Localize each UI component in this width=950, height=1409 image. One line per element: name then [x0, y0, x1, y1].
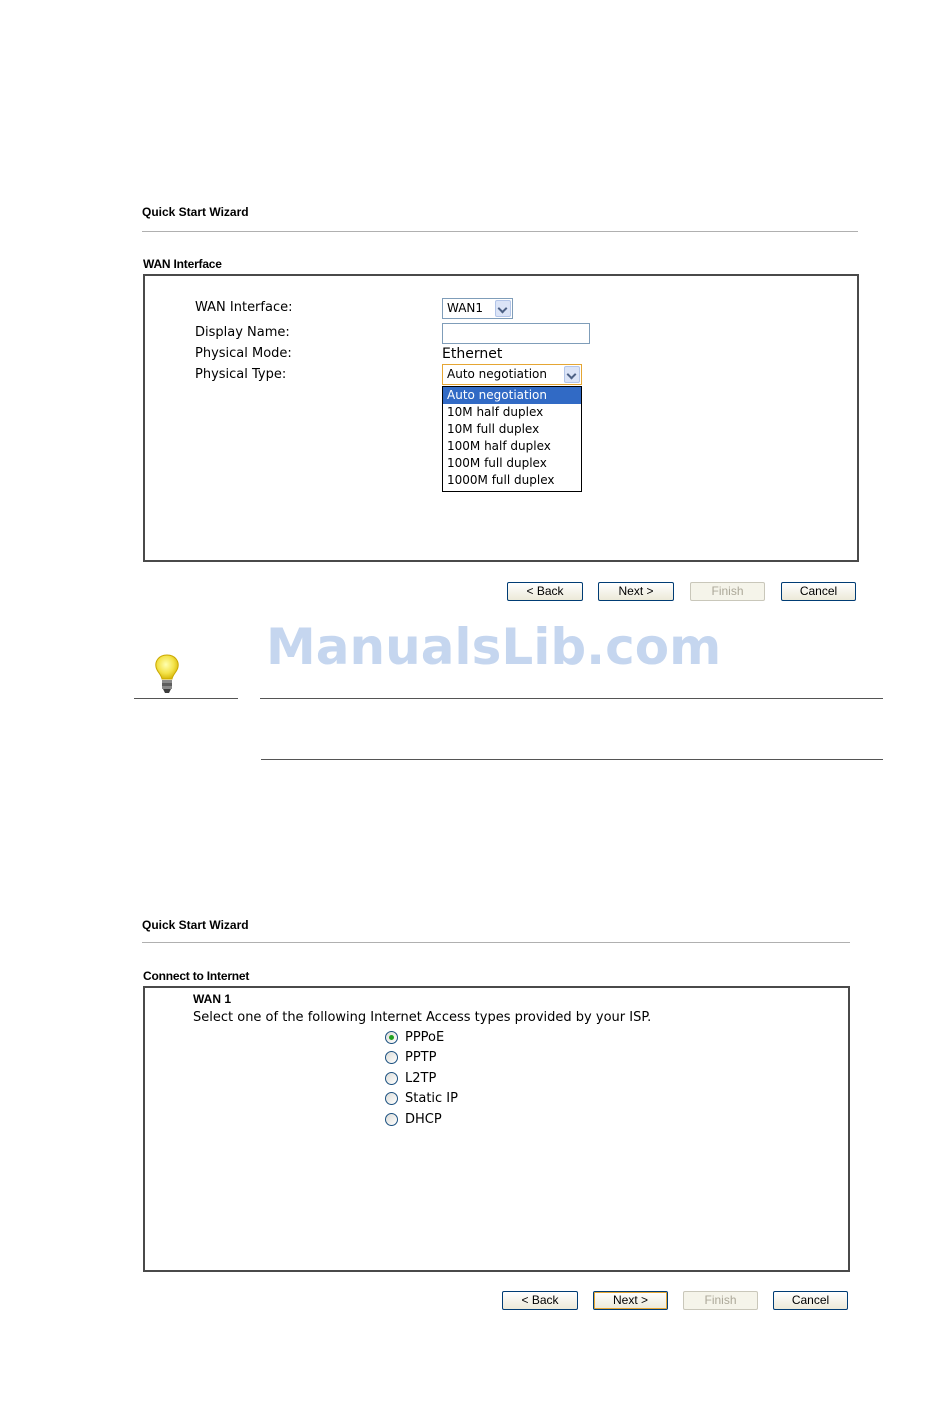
dropdown-option[interactable]: 100M half duplex: [447, 439, 551, 453]
connect-to-internet-panel: [143, 986, 850, 1272]
option-label-dhcp: DHCP: [405, 1112, 442, 1127]
option-label-static-ip: Static IP: [405, 1091, 458, 1106]
cancel-button[interactable]: Cancel: [773, 1291, 848, 1310]
next-button[interactable]: Next >: [598, 582, 674, 601]
wizard-title: Quick Start Wizard: [142, 918, 249, 932]
physical-mode-label: Physical Mode:: [195, 346, 292, 361]
wizard-title: Quick Start Wizard: [142, 205, 249, 219]
cancel-button[interactable]: Cancel: [781, 582, 856, 601]
radio-static-ip[interactable]: [385, 1092, 398, 1105]
display-name-label: Display Name:: [195, 325, 290, 340]
option-label-pppoe: PPPoE: [405, 1030, 445, 1045]
finish-button[interactable]: Finish: [683, 1291, 758, 1310]
physical-type-label: Physical Type:: [195, 367, 287, 382]
section-label-wan-interface: WAN Interface: [143, 257, 222, 271]
dropdown-option[interactable]: 10M half duplex: [447, 405, 544, 419]
wan-interface-panel: [143, 274, 859, 562]
back-button[interactable]: < Back: [507, 582, 583, 601]
physical-type-value: Auto negotiation: [447, 367, 548, 381]
back-button[interactable]: < Back: [502, 1291, 578, 1310]
wan-interface-select[interactable]: [442, 298, 513, 319]
option-label-l2tp: L2TP: [405, 1071, 437, 1086]
physical-type-select[interactable]: [442, 364, 582, 385]
section-label-connect-to-internet: Connect to Internet: [143, 969, 250, 983]
chevron-down-icon[interactable]: [564, 366, 580, 383]
chevron-down-icon[interactable]: [495, 300, 511, 317]
display-name-input[interactable]: [442, 323, 590, 344]
next-button[interactable]: Next >: [593, 1291, 668, 1310]
radio-l2tp[interactable]: [385, 1072, 398, 1085]
note-divider-top: [260, 698, 883, 699]
dropdown-option[interactable]: 1000M full duplex: [447, 473, 555, 487]
radio-pppoe[interactable]: [385, 1031, 398, 1044]
note-divider-short: [134, 698, 238, 699]
radio-pptp[interactable]: [385, 1051, 398, 1064]
wan-heading: WAN 1: [193, 992, 232, 1006]
note-divider-bottom: [261, 759, 883, 760]
wan-interface-label: WAN Interface:: [195, 300, 293, 315]
watermark-text: ManualsLib.com: [266, 618, 722, 676]
radio-dhcp[interactable]: [385, 1113, 398, 1126]
option-label-pptp: PPTP: [405, 1050, 437, 1065]
lightbulb-icon: [150, 652, 184, 696]
physical-type-dropdown[interactable]: [442, 386, 582, 492]
instruction-text: Select one of the following Internet Access types provided by your ISP.: [193, 1010, 652, 1025]
dropdown-option[interactable]: 10M full duplex: [447, 422, 540, 436]
dropdown-option[interactable]: 100M full duplex: [447, 456, 547, 470]
finish-button[interactable]: Finish: [690, 582, 765, 601]
dropdown-option[interactable]: Auto negotiation: [443, 387, 581, 404]
title-divider: [142, 942, 850, 943]
title-divider: [142, 231, 858, 232]
physical-mode-value: Ethernet: [442, 346, 503, 362]
wan-interface-value: WAN1: [447, 301, 484, 315]
